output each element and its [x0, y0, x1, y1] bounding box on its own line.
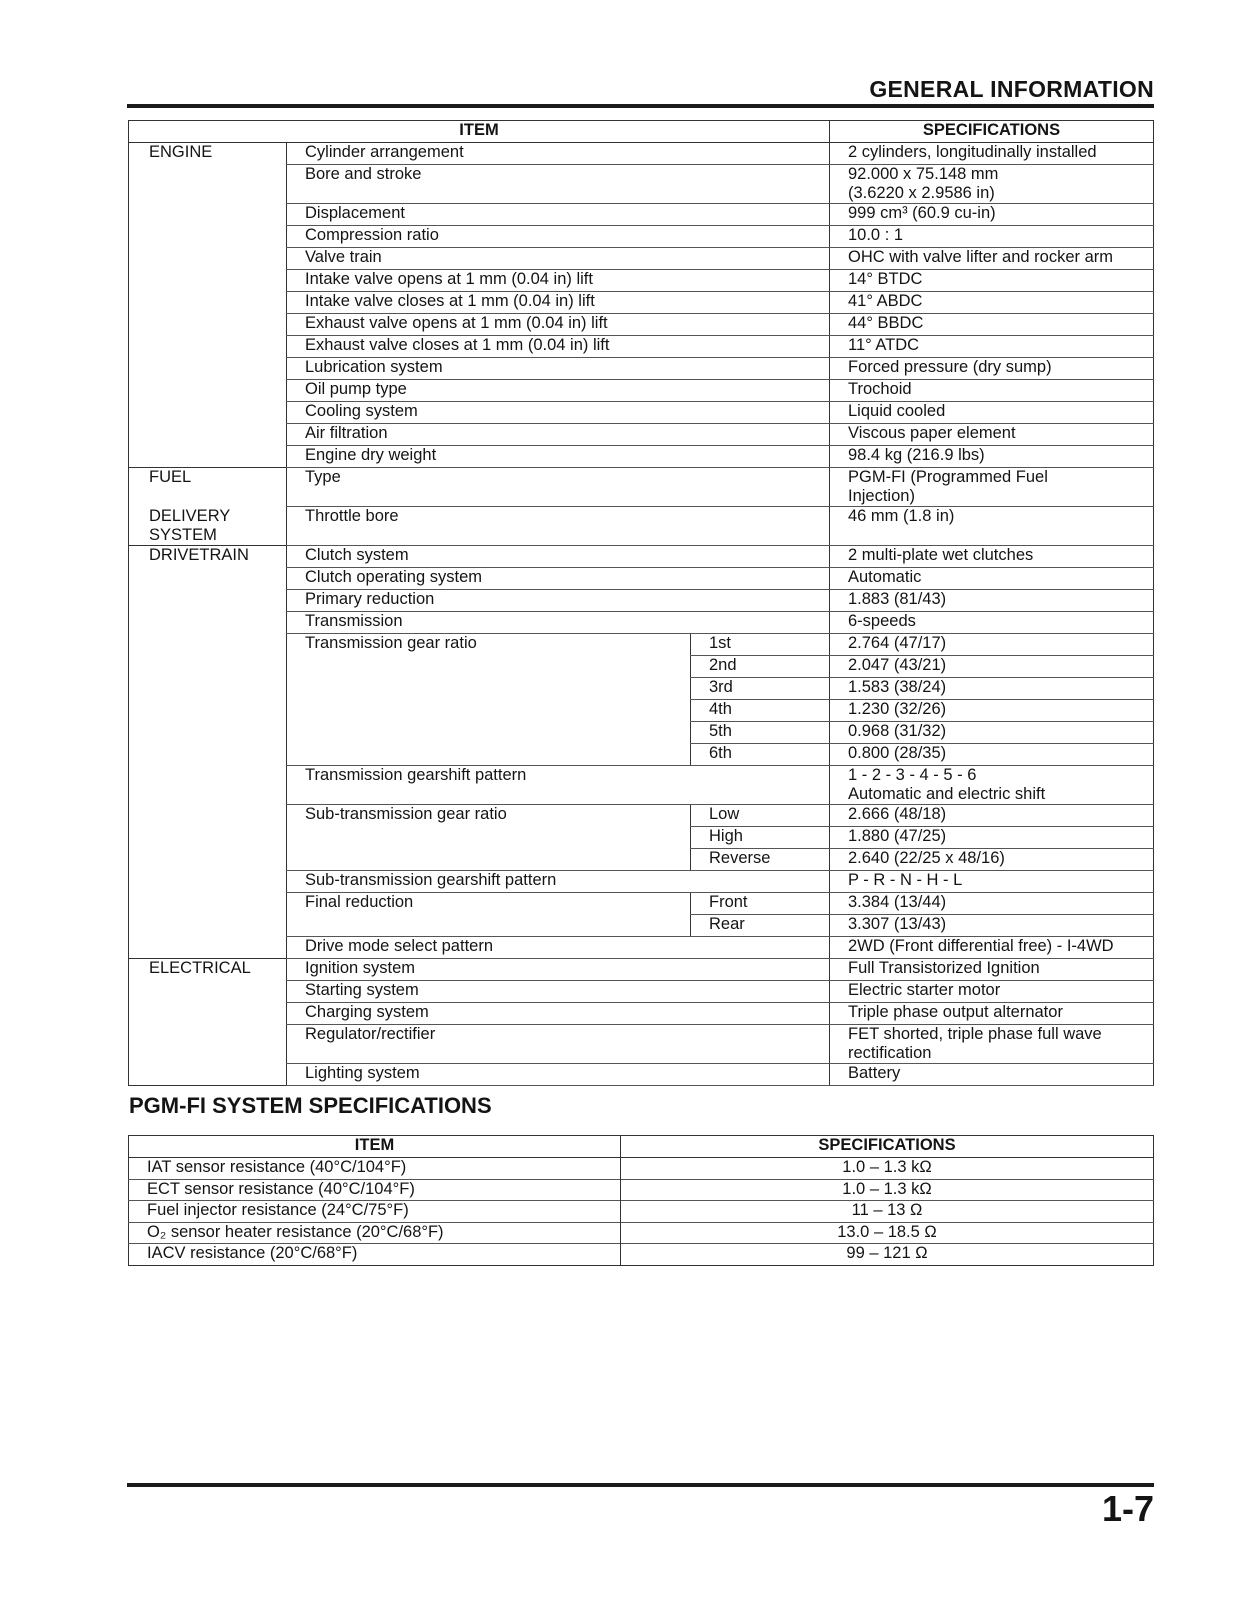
spec-value: 14° BTDC: [848, 270, 923, 288]
table-row: [129, 1179, 1154, 1201]
sub-item-cell: 4th: [691, 699, 830, 721]
table-row: [129, 1244, 1154, 1266]
item-cell: Transmission gear ratio: [287, 633, 691, 765]
spec-value: Forced pressure (dry sump): [848, 358, 1052, 376]
spec-value: Full Transistorized Ignition: [848, 958, 1040, 977]
header-rule: [127, 104, 1154, 108]
sub-item-cell: Reverse: [691, 848, 830, 870]
table-header-row: [129, 1136, 1154, 1158]
table-row: [129, 958, 1154, 980]
spec-value: 44° BBDC: [848, 314, 924, 332]
sub-item-cell: 1st: [691, 633, 830, 655]
sub-item-cell: Front: [691, 892, 830, 914]
sub-item-cell: 5th: [691, 721, 830, 743]
category-cell: [129, 1024, 287, 1063]
spec-value: P - R - N - H - L: [848, 870, 963, 889]
spec-value-cell: [830, 892, 1154, 914]
item-cell: Valve train: [287, 248, 830, 270]
spec-value-cell: [830, 402, 1154, 424]
spec-value-cell: [830, 848, 1154, 870]
spec-value: PGM-FI (Programmed Fuel: [848, 468, 1048, 486]
category-cell: [129, 743, 287, 765]
spec-value-cell: [830, 958, 1154, 980]
spec-value-cell: [830, 468, 1154, 507]
category-cell: [129, 424, 287, 446]
sub-item-cell: Rear: [691, 914, 830, 936]
spec-value-cell: [830, 633, 1154, 655]
table-row: [129, 1063, 1154, 1085]
category-cell: [129, 611, 287, 633]
item-cell: Transmission: [287, 611, 830, 633]
spec-value: 1.880 (47/25): [848, 826, 947, 845]
item-cell: Final reduction: [287, 892, 691, 936]
table-row: [129, 380, 1154, 402]
item-cell: IAT sensor resistance (40°C/104°F): [129, 1158, 621, 1180]
category-cell: [129, 226, 287, 248]
spec-column-header: SPECIFICATIONS: [830, 121, 1154, 143]
spec-value-cell: [830, 314, 1154, 336]
spec-value-cell: [830, 804, 1154, 826]
category-cell: [129, 721, 287, 743]
item-cell: Exhaust valve closes at 1 mm (0.04 in) lift: [287, 336, 830, 358]
table-row: [129, 204, 1154, 226]
pgm-section-title: PGM-FI SYSTEM SPECIFICATIONS: [129, 1093, 492, 1118]
spec-value: 1.230 (32/26): [848, 699, 947, 718]
sub-item-cell: 3rd: [691, 677, 830, 699]
spec-value-cell: 1.0 – 1.3 kΩ: [621, 1158, 1154, 1180]
item-cell: Displacement: [287, 204, 830, 226]
item-cell: Throttle bore: [287, 507, 830, 546]
spec-value: Viscous paper element: [848, 424, 1016, 442]
spec-value-cell: [830, 358, 1154, 380]
table-row: [129, 165, 1154, 204]
spec-value: 98.4 kg (216.9 lbs): [848, 446, 985, 464]
sub-item-cell: High: [691, 826, 830, 848]
spec-value: 10.0 : 1: [848, 226, 904, 244]
spec-value-cell: [830, 765, 1154, 804]
spec-value-cell: [830, 743, 1154, 765]
item-cell: IACV resistance (20°C/68°F): [129, 1244, 621, 1266]
spec-value: 0.968 (31/32): [848, 721, 947, 740]
spec-value: Battery: [848, 1063, 901, 1082]
item-cell: Air filtration: [287, 424, 830, 446]
category-cell: [129, 765, 287, 804]
spec-value: Trochoid: [848, 380, 912, 398]
item-cell: Cooling system: [287, 402, 830, 424]
item-cell: Drive mode select pattern: [287, 936, 830, 958]
table-row: [129, 314, 1154, 336]
item-cell: Bore and stroke: [287, 165, 830, 204]
spec-value: 1 - 2 - 3 - 4 - 5 - 6: [848, 765, 977, 784]
sub-item-cell: 6th: [691, 743, 830, 765]
table-row: [129, 248, 1154, 270]
table-row: [129, 402, 1154, 424]
category-cell: DELIVERY SYSTEM: [149, 506, 231, 544]
spec-value-cell: [830, 677, 1154, 699]
item-cell: Cylinder arrangement: [287, 143, 830, 165]
spec-value-cell: 1.0 – 1.3 kΩ: [621, 1179, 1154, 1201]
spec-value: 2 cylinders, longitudinally installed: [848, 143, 1097, 161]
spec-value-line2: (3.6220 x 2.9586 in): [848, 184, 995, 202]
category-cell: [129, 980, 287, 1002]
table-row: [129, 336, 1154, 358]
category-cell: [129, 633, 287, 655]
item-cell: Lighting system: [287, 1063, 830, 1085]
spec-value: 6-speeds: [848, 611, 916, 630]
item-cell: Fuel injector resistance (24°C/75°F): [129, 1201, 621, 1223]
table-row: [129, 1002, 1154, 1024]
item-cell: ECT sensor resistance (40°C/104°F): [129, 1179, 621, 1201]
spec-value: Automatic: [848, 567, 922, 586]
table-row: [129, 1158, 1154, 1180]
item-cell: Engine dry weight: [287, 446, 830, 468]
category-cell: [129, 358, 287, 380]
spec-value-line2: rectification: [848, 1043, 932, 1062]
spec-value-cell: [830, 143, 1154, 165]
spec-value-cell: [830, 248, 1154, 270]
spec-value-cell: [830, 699, 1154, 721]
spec-value: Liquid cooled: [848, 402, 946, 420]
table-row: [129, 567, 1154, 589]
item-cell: Type: [287, 468, 830, 507]
spec-value: 46 mm (1.8 in): [848, 507, 955, 525]
item-cell: Clutch operating system: [287, 567, 830, 589]
category-cell: [129, 1002, 287, 1024]
item-cell: Exhaust valve opens at 1 mm (0.04 in) lift: [287, 314, 830, 336]
item-column-header: ITEM: [129, 1136, 621, 1158]
table-row: [129, 358, 1154, 380]
sub-item-cell: Low: [691, 804, 830, 826]
spec-value-cell: [830, 336, 1154, 358]
spec-value-cell: 99 – 121 Ω: [621, 1244, 1154, 1266]
category-cell: [129, 165, 287, 204]
category-cell: [129, 677, 287, 699]
item-cell: Lubrication system: [287, 358, 830, 380]
category-cell: [129, 292, 287, 314]
page-header-title: GENERAL INFORMATION: [869, 76, 1154, 102]
category-cell: [129, 936, 287, 958]
spec-value: 92.000 x 75.148 mm: [848, 165, 999, 183]
spec-value-cell: 11 – 13 Ω: [621, 1201, 1154, 1223]
spec-value-cell: [830, 721, 1154, 743]
spec-value-cell: [830, 1002, 1154, 1024]
item-cell: Intake valve opens at 1 mm (0.04 in) lift: [287, 270, 830, 292]
spec-value: 2.666 (48/18): [848, 804, 947, 823]
table-header-row: [129, 121, 1154, 143]
item-cell: Sub-transmission gear ratio: [287, 804, 691, 870]
table-row: [129, 1222, 1154, 1244]
table-row: [129, 804, 1154, 826]
spec-value: Electric starter motor: [848, 980, 1001, 999]
spec-value-line2: Automatic and electric shift: [848, 784, 1046, 803]
page-number: 1-7: [1101, 1488, 1154, 1529]
spec-value-cell: [830, 980, 1154, 1002]
table-row: [129, 980, 1154, 1002]
item-cell: Compression ratio: [287, 226, 830, 248]
table-row: [129, 446, 1154, 468]
item-cell: Transmission gearshift pattern: [287, 765, 830, 804]
pgm-spec-table: [128, 1135, 1154, 1266]
spec-value: 999 cm³ (60.9 cu-in): [848, 204, 996, 222]
spec-value: 41° ABDC: [848, 292, 923, 310]
spec-value-line2: Injection): [848, 487, 915, 505]
item-cell: Charging system: [287, 1002, 830, 1024]
table-row: [129, 1024, 1154, 1063]
category-cell: [129, 699, 287, 721]
category-cell: [129, 402, 287, 424]
spec-value-cell: [830, 292, 1154, 314]
spec-value-cell: [830, 870, 1154, 892]
spec-value-cell: [830, 826, 1154, 848]
spec-value-cell: [830, 1063, 1154, 1085]
general-spec-table: [128, 120, 1154, 1086]
spec-value: FET shorted, triple phase full wave: [848, 1024, 1102, 1043]
spec-value: OHC with valve lifter and rocker arm: [848, 248, 1113, 266]
category-cell: [129, 589, 287, 611]
spec-value-cell: [830, 936, 1154, 958]
table-row: [129, 424, 1154, 446]
item-cell: Ignition system: [287, 958, 830, 980]
spec-value: 2.047 (43/21): [848, 655, 947, 674]
item-cell: Clutch system: [287, 545, 830, 567]
category-cell: [129, 270, 287, 292]
table-row: [129, 765, 1154, 804]
spec-value: 0.800 (28/35): [848, 743, 947, 762]
category-cell: [129, 380, 287, 402]
table-row: [129, 870, 1154, 892]
spec-value-cell: [830, 567, 1154, 589]
category-cell: [129, 248, 287, 270]
table-row: [129, 611, 1154, 633]
spec-value: 2WD (Front differential free) - I-4WD: [848, 936, 1114, 955]
spec-value-cell: [830, 655, 1154, 677]
category-cell: [129, 336, 287, 358]
spec-value-cell: [830, 589, 1154, 611]
spec-value-cell: [830, 611, 1154, 633]
spec-value-cell: [830, 446, 1154, 468]
spec-value: 3.307 (13/43): [848, 914, 947, 933]
category-cell: [129, 314, 287, 336]
category-cell: ELECTRICAL: [129, 958, 287, 980]
table-row: [129, 270, 1154, 292]
item-cell: Sub-transmission gearshift pattern: [287, 870, 830, 892]
spec-value: 2.640 (22/25 x 48/16): [848, 848, 1005, 867]
category-cell: [129, 204, 287, 226]
spec-value: 2 multi-plate wet clutches: [848, 545, 1034, 564]
category-cell: [129, 848, 287, 870]
item-cell: Intake valve closes at 1 mm (0.04 in) lift: [287, 292, 830, 314]
table-row: [129, 292, 1154, 314]
table-row: [129, 936, 1154, 958]
spec-value-cell: [830, 165, 1154, 204]
category-cell: [129, 655, 287, 677]
footer-rule: [127, 1483, 1154, 1487]
spec-value-cell: [830, 226, 1154, 248]
table-row: [129, 1201, 1154, 1223]
spec-value: 1.583 (38/24): [848, 677, 947, 696]
sub-item-cell: 2nd: [691, 655, 830, 677]
item-column-header: ITEM: [129, 121, 830, 143]
category-cell: [129, 1063, 287, 1085]
item-cell: Primary reduction: [287, 589, 830, 611]
category-cell: FUEL: [129, 468, 287, 507]
item-cell: O₂ sensor heater resistance (20°C/68°F): [129, 1222, 621, 1244]
spec-value: 1.883 (81/43): [848, 589, 947, 608]
category-cell: [129, 892, 287, 914]
item-cell: Regulator/rectifier: [287, 1024, 830, 1063]
spec-column-header: SPECIFICATIONS: [621, 1136, 1154, 1158]
table-row: [129, 633, 1154, 655]
category-cell: [129, 446, 287, 468]
table-row: [129, 143, 1154, 165]
spec-value: Triple phase output alternator: [848, 1002, 1063, 1021]
spec-value-cell: [830, 380, 1154, 402]
table-row: [129, 892, 1154, 914]
category-cell: ENGINE: [129, 143, 287, 165]
spec-value-cell: [830, 1024, 1154, 1063]
table-row: [129, 589, 1154, 611]
table-row: [129, 507, 1154, 546]
category-cell: [129, 804, 287, 826]
category-cell: [129, 567, 287, 589]
spec-value: 2.764 (47/17): [848, 633, 947, 652]
spec-value-cell: 13.0 – 18.5 Ω: [621, 1222, 1154, 1244]
item-cell: Starting system: [287, 980, 830, 1002]
table-row: [129, 226, 1154, 248]
spec-value-cell: [830, 270, 1154, 292]
item-cell: Oil pump type: [287, 380, 830, 402]
spec-value: 3.384 (13/44): [848, 892, 947, 911]
table-row: [129, 468, 1154, 507]
table-row: [129, 545, 1154, 567]
category-cell: DRIVETRAIN: [129, 545, 287, 567]
spec-value-cell: [830, 204, 1154, 226]
category-cell: [129, 826, 287, 848]
spec-value-cell: [830, 507, 1154, 546]
spec-value-cell: [830, 424, 1154, 446]
spec-value-cell: [830, 914, 1154, 936]
category-cell: [129, 870, 287, 892]
category-cell: [129, 914, 287, 936]
spec-value-cell: [830, 545, 1154, 567]
spec-value: 11° ATDC: [848, 336, 920, 354]
